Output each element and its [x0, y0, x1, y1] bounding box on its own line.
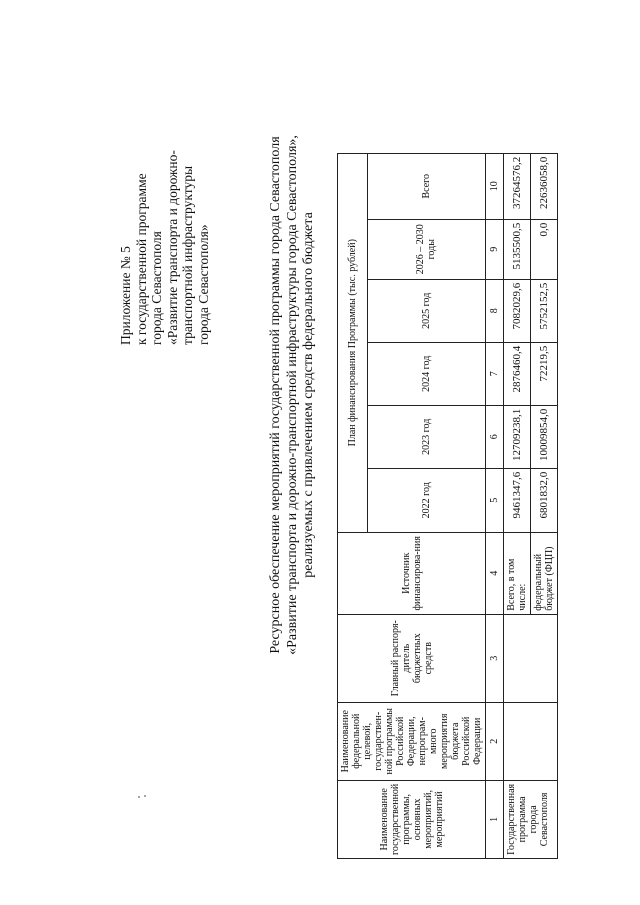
header-total: Всего — [367, 153, 485, 219]
title-line: реализуемых с привлечением средств федерального бюджета — [301, 212, 316, 578]
value-cell: 5752152,5 — [531, 279, 558, 342]
value-cell: 5135500,5 — [504, 219, 531, 279]
title-line: «Развитие транспорта и дорожно-транспортной инфраструктуры города Севастополя», — [284, 135, 300, 655]
index-cell: 2 — [486, 702, 504, 780]
value-cell: 9461347,6 — [504, 468, 531, 532]
funding-table — [337, 153, 558, 859]
value-cell: 2876460,4 — [504, 342, 531, 405]
source-cell: Всего, в том числе: — [504, 532, 531, 614]
index-cell: 7 — [486, 342, 504, 405]
appendix-line: города Севастополя» — [195, 224, 211, 345]
appendix-block — [118, 45, 211, 345]
value-cell: 12709238,1 — [504, 405, 531, 468]
index-cell: 9 — [486, 219, 504, 279]
empty-cell — [504, 702, 558, 780]
appendix-line: «Развитие транспорта и дорожно- — [164, 150, 180, 345]
appendix-line: к государственной программе — [133, 173, 149, 345]
title-line: Ресурсное обеспечение мероприятий государственной программы города Севастополя — [268, 136, 283, 654]
scan-speck — [138, 796, 140, 798]
source-cell: федеральный бюджет (ФЦП) — [531, 532, 558, 614]
table-row — [504, 153, 531, 858]
index-cell: 10 — [486, 153, 504, 219]
index-cell: 6 — [486, 405, 504, 468]
empty-cell — [504, 614, 558, 702]
value-cell: 22636058,0 — [531, 153, 558, 219]
value-cell: 6801832,0 — [531, 468, 558, 532]
appendix-line: города Севастополя — [149, 231, 164, 345]
header-funding-source: Источник финансирова-ния — [338, 532, 486, 614]
index-cell: 8 — [486, 279, 504, 342]
index-cell: 4 — [486, 532, 504, 614]
header-years-2026-2030: 2026 – 2030 годы — [367, 219, 485, 279]
value-cell: 37264576,2 — [504, 153, 531, 219]
appendix-line: Приложение № 5 — [118, 246, 133, 345]
appendix-line: транспортной инфраструктуры — [180, 165, 195, 345]
value-cell: 10009854,0 — [531, 405, 558, 468]
header-year-2022: 2022 год — [367, 468, 485, 532]
value-cell: 0,0 — [531, 219, 558, 279]
header-financing-plan: План финансирования Программы (тыс. рублей) — [338, 153, 368, 532]
index-cell: 3 — [486, 614, 504, 702]
header-year-2023: 2023 год — [367, 405, 485, 468]
scan-speck — [144, 795, 146, 797]
header-budget-manager: Главный распоря-дитель бюджетных средств — [338, 614, 486, 702]
index-cell: 1 — [486, 780, 504, 858]
header-year-2024: 2024 год — [367, 342, 485, 405]
document-title — [268, 35, 318, 755]
header-federal-program: Наименование федеральной целевой, государствен-ной программы Российской Федерации, непрограм-много мероприятия бюджета Российской Федерации — [338, 702, 486, 780]
header-program-name: Наименование государственной программы, основных мероприятий, мероприятий — [338, 780, 486, 858]
program-name-cell: Государственная программа города Севастополя — [504, 780, 558, 858]
header-year-2025: 2025 год — [367, 279, 485, 342]
value-cell: 72219,5 — [531, 342, 558, 405]
value-cell: 7082029,6 — [504, 279, 531, 342]
index-cell: 5 — [486, 468, 504, 532]
